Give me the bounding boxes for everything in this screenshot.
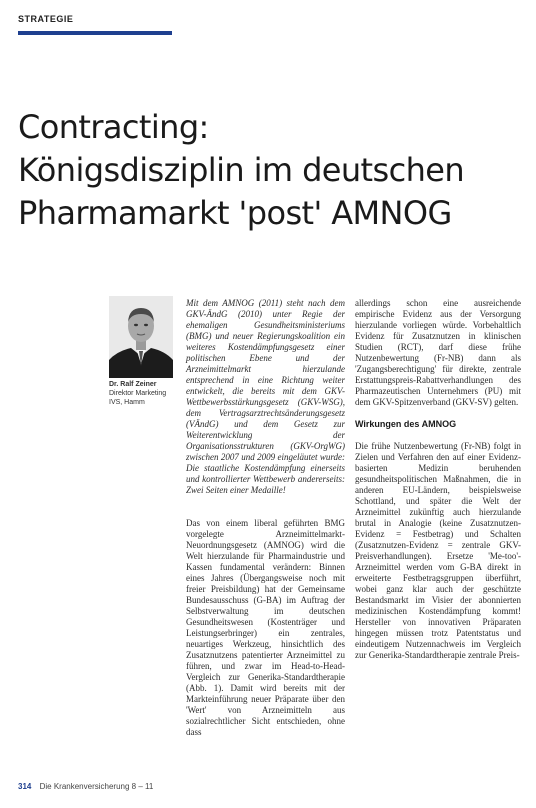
page-footer <box>18 782 153 791</box>
author-photo <box>109 296 173 378</box>
author-info <box>109 380 179 407</box>
author-company: IVS, Hamm <box>109 399 145 406</box>
title-line-2: Königsdisziplin im deutschen <box>18 151 465 189</box>
journal-name: Die Krankenversicherung 8 – 11 <box>39 782 154 791</box>
title-line-1: Contracting: <box>18 108 209 146</box>
author-role: Direktor Marketing <box>109 390 167 397</box>
body-paragraph: allerdings schon eine ausreichende empirische Evidenz aus der Versorgung hierzulande vorliegen würde. Vorbehaltlich Evidenz für Zusatznutzen in klinischen Studien (RCT), darf diese frühe Nutzenbewertung (Fr-NB) dann als 'Zugangsberechtigung' für direkte, zentrale Erstattungspreis-Rabattverhandlungen des Pharmazeutischen Unternehmers (PU) mit dem GKV-Spitzenverband (GKV-SV) gelten. <box>355 298 521 407</box>
section-heading: Wirkungen des AMNOG <box>355 419 457 429</box>
body-paragraph: Die frühe Nutzenbewertung (Fr-NB) folgt in Zielen und Verfahren den auf einer Evidenz-basierten Medizin beruhenden gesundheitspolitischen Maßnahmen, die in anderen EU-Ländern, beispielsweise Schottland, und später die Welt der Arzneimittel zukünftig auch hierzulande brutal in Analogie (keine Zusatznutzen-Evidenz = Festbetrag) und Schalten (Zusatznutzen-Evidenz = zentrale GKV-Preisverhandlungen). Ersetze 'Me-too'-Arzneimittel werden vom G-BA direkt in erweiterte Festbetragsgruppen überführt, wobei ganz klar auch der geschützte Bestandsmarkt im Visier der abonnierten medizinischen Kostendämpfung kommt! Hersteller von innovativen Präparaten hingegen müssen trotz Patentstatus und eindeutigem Nutzennachweis im Vergleich zur Generika-Standardtherapie zentrale Preis- <box>355 441 521 660</box>
title-line-3: Pharmamarkt 'post' AMNOG <box>18 194 452 232</box>
text-column-2 <box>355 298 521 672</box>
author-name: Dr. Ralf Zeiner <box>109 381 157 388</box>
author-portrait-image <box>109 296 173 378</box>
text-column-1 <box>186 298 345 749</box>
section-rubric: STRATEGIE <box>18 14 74 24</box>
lead-paragraph: Mit dem AMNOG (2011) steht nach dem GKV-ÄndG (2010) unter Regie der ehemaligen Gesundheitsministeriums (BMG) und neuer Regierungskoalition ein weiteres Kostendämpfungsgesetz einer politischen Ebene und der Arzneimittelmarkt hierzulande entsprechend in eine Richtung weiter entwickelt, die bereits mit dem GKV-Wettbewerbsstärkungsgesetz (GKV-WSG), dem Vertragsarztrechtsänderungsgesetz (VÄndG) und dem Gesetz zur Weiterentwicklung der Organisationsstrukturen (GKV-OrgWG) zwischen 2007 und 2009 eingeläutet wurde: Die staatliche Kostendämpfung einerseits und kontrollierter Wettbewerb andererseits: Zwei Seiten einer Medaille! <box>186 298 345 495</box>
body-paragraph: Das von einem liberal geführten BMG vorgelegte Arzneimittelmarkt-Neuordnungsgesetz (AMNOG) wird die Welt hierzulande für Pharmaindustrie und Kassen fundamental verändern: Binnen eines Jahres (Übergangsweise noch mit freier Preisbildung) hat der Gemeinsame Bundesausschuss (G-BA) im Auftrag der Selbstverwaltung im deutschen Gesundheitswesen (Kostenträger und Leistungserbringer) ein zentrales, neuartiges Werkzeug, hinsichtlich des Zusatznutzens patentierter Arzneimittel zu führen, und zwar im Head-to-Head-Vergleich zur Generika-Standardtherapie (Abb. 1). Damit wird bereits mit der Markteinführung neuer Präparate über den 'Wert' von Arzneimitteln aus sozialrechtlicher Sicht entschieden, ohne dass <box>186 518 345 737</box>
rubric-underline <box>18 31 172 35</box>
article-title <box>18 106 523 235</box>
page-number: 314 <box>18 782 32 791</box>
